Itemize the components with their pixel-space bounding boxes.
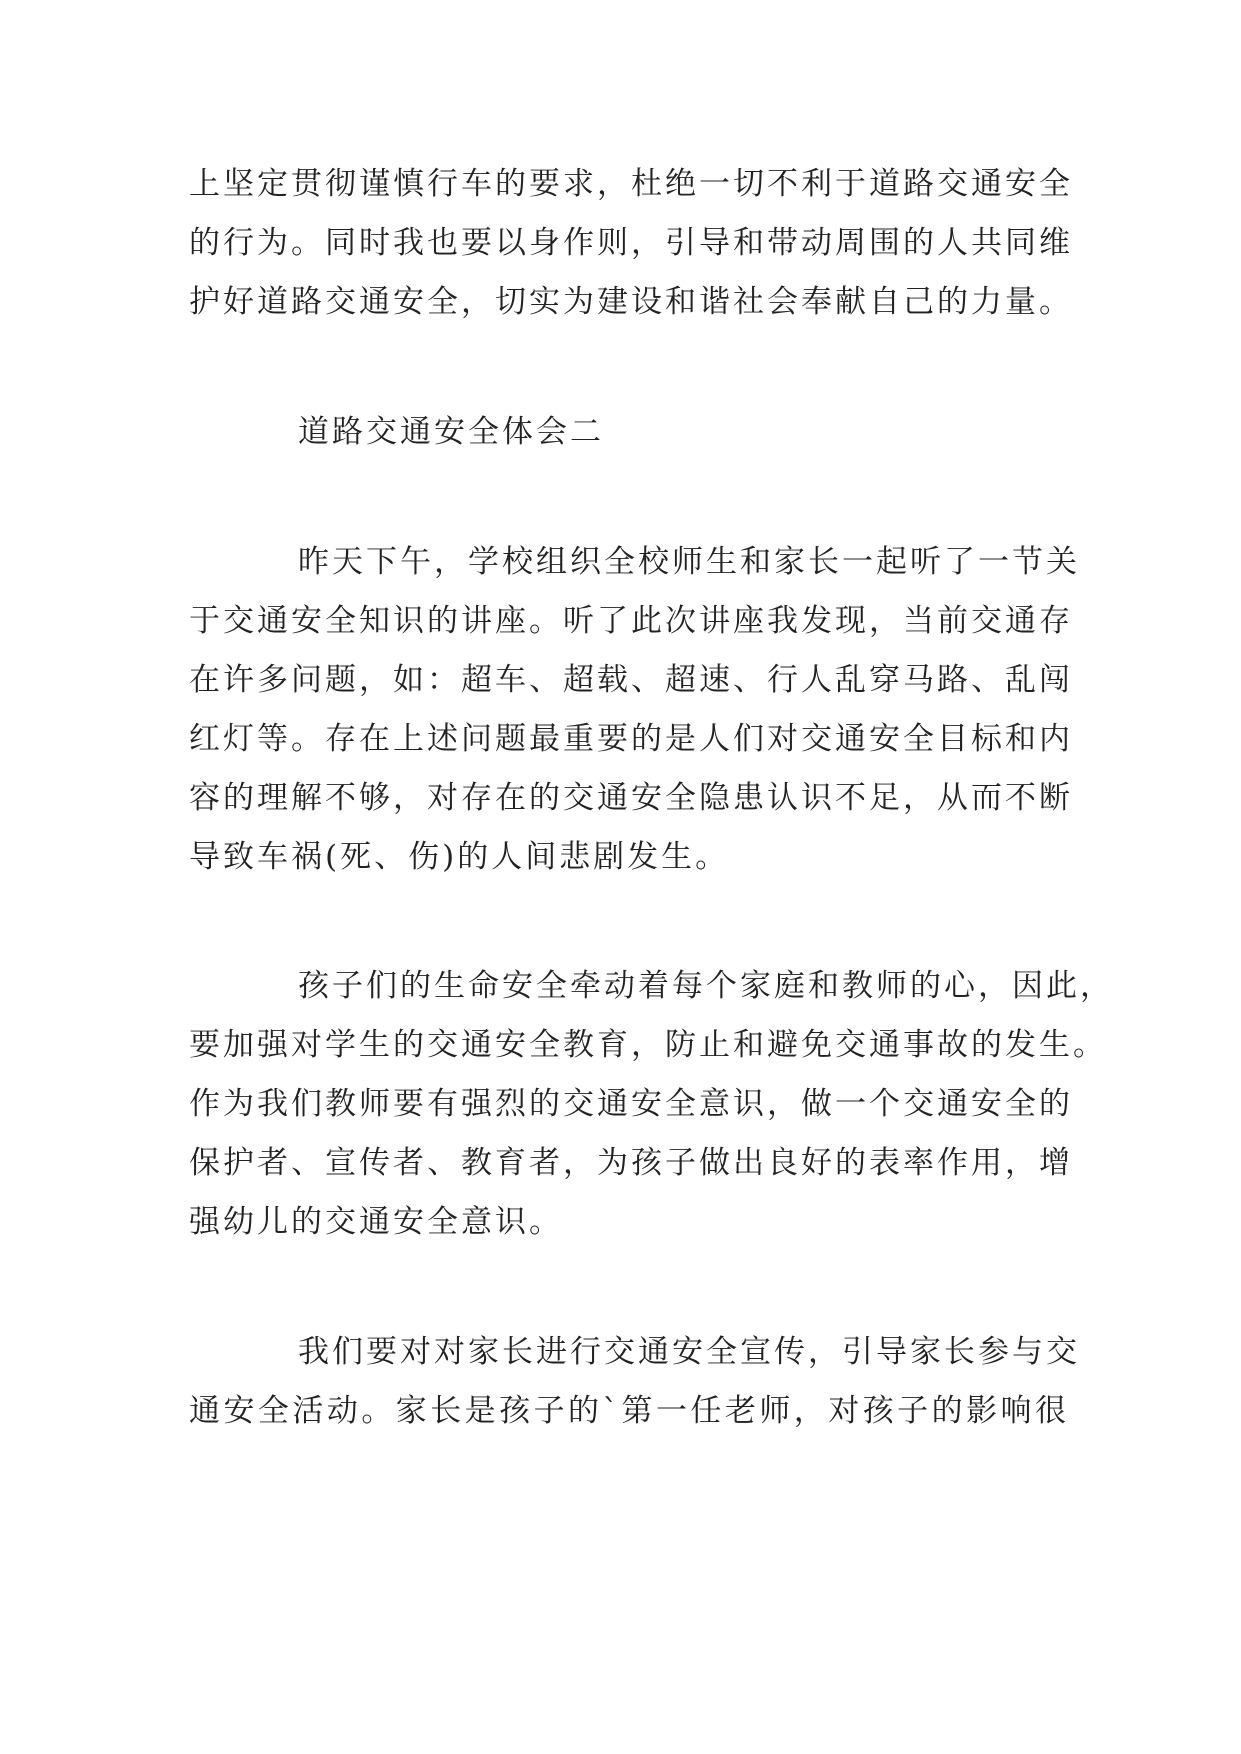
paragraph-line: 的行为。同时我也要以身作则，引导和带动周围的人共同维 <box>189 225 1073 261</box>
paragraph-line: 保护者、宣传者、教育者，为孩子做出良好的表率作用，增 <box>189 1145 1073 1181</box>
paragraph-line: 容的理解不够，对存在的交通安全隐患认识不足，从而不断 <box>189 780 1073 816</box>
paragraph-line: 要加强对学生的交通安全教育，防止和避免交通事故的发生。 <box>189 1027 1107 1063</box>
paragraph-line: 上坚定贯彻谨慎行车的要求，杜绝一切不利于道路交通安全 <box>189 166 1073 202</box>
paragraph-line: 作为我们教师要有强烈的交通安全意识，做一个交通安全的 <box>189 1086 1073 1122</box>
paragraph-line: 护好道路交通安全，切实为建设和谐社会奉献自己的力量。 <box>189 284 1073 320</box>
paragraph-line: 红灯等。存在上述问题最重要的是人们对交通安全目标和内 <box>189 721 1073 757</box>
paragraph-line: 于交通安全知识的讲座。听了此次讲座我发现，当前交通存 <box>189 603 1073 639</box>
paragraph-line: 导致车祸(死、伤)的人间悲剧发生。 <box>189 839 730 875</box>
section-heading: 道路交通安全体会二 <box>298 414 604 450</box>
paragraph-line: 通安全活动。家长是孩子的`第一任老师，对孩子的影响很 <box>189 1393 1069 1429</box>
paragraph-line: 孩子们的生命安全牵动着每个家庭和教师的心，因此， <box>298 968 1114 1004</box>
paragraph-line: 我们要对对家长进行交通安全宣传，引导家长参与交 <box>298 1334 1080 1370</box>
paragraph-line: 昨天下午，学校组织全校师生和家长一起听了一节关 <box>298 544 1080 580</box>
paragraph-line: 在许多问题，如：超车、超载、超速、行人乱穿马路、乱闯 <box>189 662 1073 698</box>
paragraph-line: 强幼儿的交通安全意识。 <box>189 1204 563 1240</box>
